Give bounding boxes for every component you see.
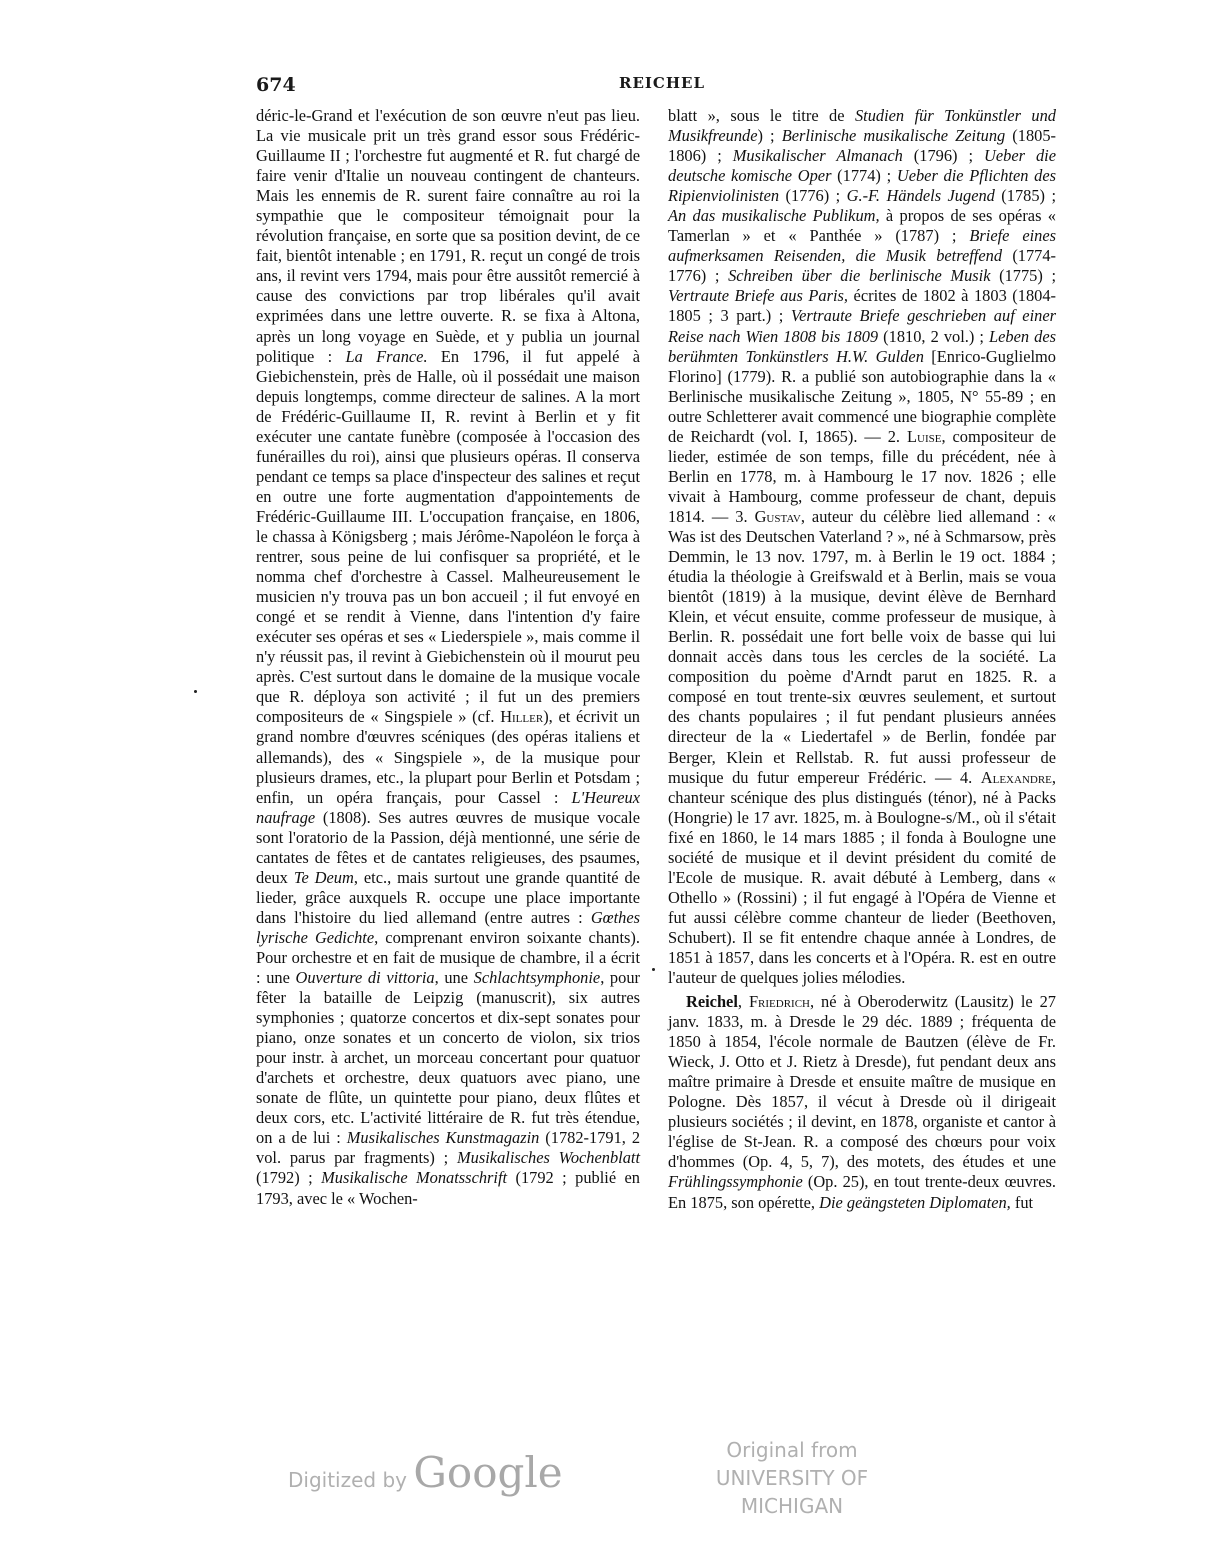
left-column xyxy=(256,106,640,1209)
page-number: 674 xyxy=(256,74,296,96)
reichardt-continuation: blatt », sous le titre de Studien für Tonkünstler und Musikfreunde) ; Berlinische musikalische Zeitung (1805-1806) ; Musikalischer Almanach (1796) ; Ueber die deutsche komische Oper (1774) ; Ueber die Pflichten des Ripienviolinisten (1776) ; G.-F. Händels Jugend (1785) ; An das musikalische Publikum, à propos de ses opéras « Tamerlan » et « Panthée » (1787) ; Briefe eines aufmerksamen Reisenden, die Musik betreffend (1774-1776) ; Schreiben über die berlinische Musik (1775) ; Vertraute Briefe aus Paris, écrites de 1802 à 1803 (1804-1805 ; 3 part.) ; Vertraute Briefe geschrieben auf einer Reise nach Wien 1808 bis 1809 (1810, 2 vol.) ; Leben des berühmten Tonkünstlers H.W. Gulden [Enrico-Guglielmo Florino] (1779). R. a publié son autobiographie dans la « Berlinische musikalische Zeitung », 1805, N° 55-89 ; en outre Schletterer avait commencé une biographie complète de Reichardt (vol. I, 1865). — 2. Luise, compositeur de lieder, estimée de son temps, fille du précédent, née à Berlin en 1778, m. à Hambourg le 17 nov. 1826 ; elle vivait à Hambourg, comme professeur de chant, depuis 1814. — 3. Gustav, auteur du célèbre lied allemand : « Was ist des Deutschen Vaterland ? », né à Schmarsow, près Demmin, le 13 nov. 1797, m. à Berlin le 19 oct. 1884 ; étudia la théologie à Greifswald et à Berlin, mais se voua bientôt (1819) à la musique, devint élève de Bernhard Klein, et vécut ensuite, comme professeur de musique, à Berlin. R. possédait une fort belle voix de basse qui lui donnait accès dans tous les cercles de la société. La composition du poème d'Arndt parut en 1825. R. a composé en tout trente-six œuvres seulement, et surtout des chants populaires ; il fut pendant plusieurs années directeur de la « Liedertafel » de Berlin, fondée par Berger, Klein et Rellstab. R. fut aussi professeur de musique du futur empereur Frédéric. — 4. Alexandre, chanteur scénique des plus distingués (ténor), né à Packs (Hongrie) le 17 avr. 1825, m. à Boulogne-s/M., où il s'était fixé en 1860, le 14 mars 1885 ; il fonda à Boulogne une société de musique et il devint président du comité de l'Ecole de musique. R. avait débuté à Lemberg, dans « Othello » (Rossini) ; il fut engagé à l'Opéra de Vienne et fut aussi célèbre comme chanteur de lieder (Beethoven, Schubert). Il se fit entendre chaque année à Londres, de 1851 à 1857, dans les concerts et à l'Opéra. R. est en outre l'auteur de quelques jolies mélodies. xyxy=(668,106,1057,988)
google-logo: Google xyxy=(413,1448,563,1497)
left-column-text: déric-le-Grand et l'exécution de son œuvre n'eut pas lieu. La vie musicale prit un très grand essor sous Frédéric-Guillaume II ; l'orchestre fut augmenté et R. fut chargé de faire venir d'Italie un nouveau contingent de chanteurs. Mais les ennemis de R. surent faire connaître au roi la sympathie que le compositeur témoignait pour la révolution française, en sorte que sa position devint, de ce fait, bientôt intenable ; en 1791, R. reçut un congé de trois ans, il revint vers 1794, mais pour être aussitôt remercié à cause des convictions par trop libérales qu'il avait exprimées dans une lettre ouverte. R. se fixa à Altona, après un long voyage en Suède, et y publia un journal politique : La France. En 1796, il fut appelé à Giebichenstein, près de Halle, où il possédait une maison depuis longtemps, comme directeur de salines. A la mort de Frédéric-Guillaume II, R. revint à Berlin et y fit exécuter une cantate funèbre (composée à l'occasion des funérailles du roi), ainsi que plusieurs opéras. Il conserva pendant ce temps sa place d'inspecteur des salines et reçut en outre une forte augmentation d'appointements de Frédéric-Guillaume III. L'occupation française, en 1806, le chassa à Königsberg ; mais Jérôme-Napoléon le força à rentrer, sous peine de lui confisquer sa propriété, et le nomma chef d'orchestre à Cassel. Malheureusement le musicien n'y trouva pas un bon accueil ; il fut envoyé en congé et se rendit à Vienne, dans l'intention d'y faire exécuter ses opéras et ses « Liederspiele », mais comme il n'y réussit pas, il revint à Giebichenstein où il mourut peu après. C'est surtout dans le domaine de la musique vocale que R. déploya son activité ; il fut un des premiers compositeurs de « Singspiele » (cf. Hiller), et écrivit un grand nombre d'œuvres scéniques (des opéras italiens et allemands), des « Singspiele », de la musique pour plusieurs drames, etc., la plupart pour Berlin et Potsdam ; enfin, un opéra français, pour Cassel : L'Heureux naufrage (1808). Ses autres œuvres de musique vocale sont l'oratorio de la Passion, déjà mentionné, une série de cantates de fêtes et de cantates religieuses, des psaumes, deux Te Deum, etc., mais surtout une grande quantité de lieder, grâce auxquels R. occupe une place importante dans l'histoire du lied allemand (entre autres : Gœthes lyrische Gedichte, comprenant environ soixante chants). Pour orchestre et en fait de musique de chambre, il a écrit : une Ouverture di vittoria, une Schlachtsymphonie, pour fêter la bataille de Leipzig (manuscrit), six autres symphonies ; quatorze concertos et dix-sept sonates pour piano, onze sonates et un concerto de violon, six trios pour instr. à archet, un morceau concertant pour quatuor d'archets et orchestre, deux quatuors avec piano, une sonate de flûte, un quintette pour piano, deux flûtes et deux cors, etc. L'activité littéraire de R. fut très étendue, on a de lui : Musikalisches Kunstmagazin (1782-1791, 2 vol. parus par fragments) ; Musikalisches Wochenblatt (1792) ; Musikalische Monatsschrift (1792 ; publié en 1793, avec le « Wochen- xyxy=(256,106,641,1208)
reichel-entry: Reichel, Friedrich, né à Oberoderwitz (Lausitz) le 27 janv. 1833, m. à Dresde le 29 déc. 1889 ; fréquenta de 1850 à 1854, l'école normale de Bautzen (élève de Fr. Wieck, J. Otto et J. Rietz à Dresde), fut pendant deux ans maître primaire à Dresde et ensuite maître de musique en Pologne. Dès 1857, il vécut à Dresde où il dirigeait plusieurs sociétés ; il devint, en 1878, organiste et cantor à l'église de St-Jean. R. a composé des chœurs pour voix d'hommes (Op. 4, 5, 7), des motets, des études et une Frühlingssymphonie (Op. 25), en tout trente-deux œuvres. En 1875, son opérette, Die geängsteten Diplomaten, fut xyxy=(668,992,1056,1212)
running-title: REICHEL xyxy=(619,74,706,92)
scan-speck xyxy=(194,690,197,693)
right-column xyxy=(668,106,1056,1213)
original-from-watermark: Original from UNIVERSITY OF MICHIGAN xyxy=(715,1438,869,1518)
entry-headword: Reichel xyxy=(686,992,738,1012)
scan-speck xyxy=(652,968,655,971)
digitized-by-watermark: Digitized by Google xyxy=(288,1448,563,1497)
